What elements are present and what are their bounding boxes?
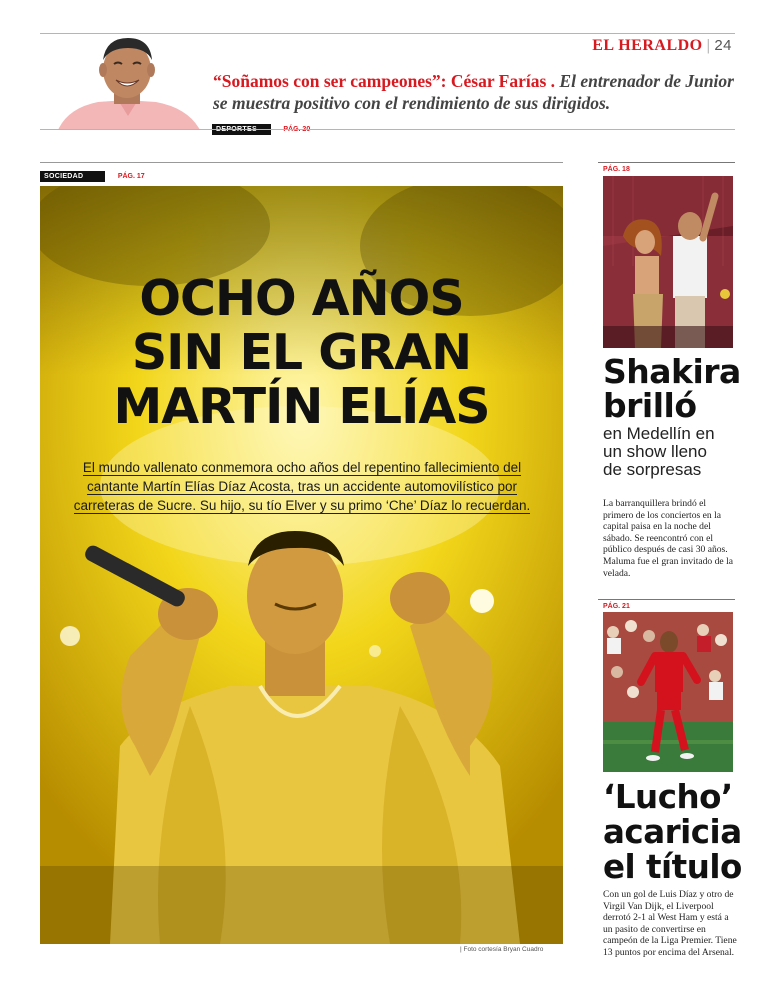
sidebar-1-headline[interactable] bbox=[603, 352, 741, 425]
sidebar-1-subhead-line-3: de sorpresas bbox=[603, 460, 702, 479]
headline-line-1: OCHO AÑOS bbox=[139, 270, 464, 327]
sidebar-2-headline-line-2: acaricia bbox=[603, 813, 742, 851]
sidebar-1-body: La barranquillera brindó el primero de los conciertos en la capital paisa en la noche del sábado. Se reencontró con el público después de casi 30 años. Maluma fue el gran invitado de la velada. bbox=[603, 498, 734, 579]
sidebar-1-subhead-line-2: un show lleno bbox=[603, 442, 707, 461]
sidebar-1-headline-line-1: Shakira bbox=[603, 352, 741, 391]
sidebar-1-page-ref[interactable]: PÁG. 18 bbox=[603, 166, 630, 173]
teaser-text[interactable] bbox=[213, 70, 738, 114]
header-bottom-rule bbox=[40, 129, 735, 130]
teaser-photo-cesar-farias[interactable] bbox=[48, 30, 208, 130]
section-tag-sociedad[interactable]: SOCIEDAD bbox=[40, 171, 105, 182]
headline-line-3: MARTÍN ELÍAS bbox=[113, 378, 490, 435]
masthead-separator: | bbox=[706, 37, 711, 54]
main-top-rule bbox=[40, 162, 563, 163]
main-page-ref[interactable]: PÁG. 17 bbox=[117, 173, 145, 180]
headline-line-2: SIN EL GRAN bbox=[131, 324, 472, 381]
sidebar-2-body: Con un gol de Luis Díaz y otro de Virgil Van Dijk, el Liverpool derrotó 2-1 al West Ham y está a un pasito de convertirse en campeón de la Liga Premier. Tiene 13 puntos por encima del Arsenal. bbox=[603, 889, 737, 958]
page-number: 24 bbox=[714, 37, 732, 54]
sidebar-1-subhead bbox=[603, 425, 715, 479]
main-section-meta bbox=[40, 165, 145, 183]
brand-logo[interactable]: EL HERALDO bbox=[592, 37, 703, 54]
deck-line-1: El mundo vallenato conmemora ocho años del repentino fallecimiento del bbox=[82, 460, 522, 475]
photo-credit: | Foto cortesía Bryan Cuadro bbox=[460, 946, 544, 953]
main-headline[interactable] bbox=[40, 272, 563, 434]
teaser-summary: El entrenador de Junior se muestra positivo con el rendimiento de sus dirigidos. bbox=[213, 71, 734, 113]
masthead bbox=[592, 37, 732, 55]
sidebar-1-subhead-line-1: en Medellín en bbox=[603, 424, 715, 443]
teaser-quote: “Soñamos con ser campeones”: César Farías . bbox=[213, 71, 556, 91]
sidebar-1-photo-shakira[interactable] bbox=[603, 176, 733, 348]
main-deck bbox=[52, 458, 552, 515]
sidebar-2-page-ref[interactable]: PÁG. 21 bbox=[603, 603, 630, 610]
sidebar-2-photo-luis-diaz[interactable] bbox=[603, 612, 733, 772]
sidebar-2-rule bbox=[598, 599, 735, 600]
deck-line-2: cantante Martín Elías Díaz Acosta, tras un accidente automovilístico por bbox=[87, 479, 517, 494]
deck-line-3: carreteras de Sucre. Su hijo, su tío Elver y su primo ‘Che’ Díaz lo recuerdan. bbox=[73, 498, 531, 513]
sidebar-1-rule bbox=[598, 162, 735, 163]
teaser-meta bbox=[212, 118, 310, 136]
sidebar-2-headline-line-1: ‘Lucho’ bbox=[603, 778, 733, 816]
sidebar-2-headline-line-3: el título bbox=[603, 848, 742, 886]
sidebar-1-headline-line-2: brilló bbox=[603, 386, 697, 425]
sidebar-2-headline[interactable] bbox=[603, 780, 742, 885]
